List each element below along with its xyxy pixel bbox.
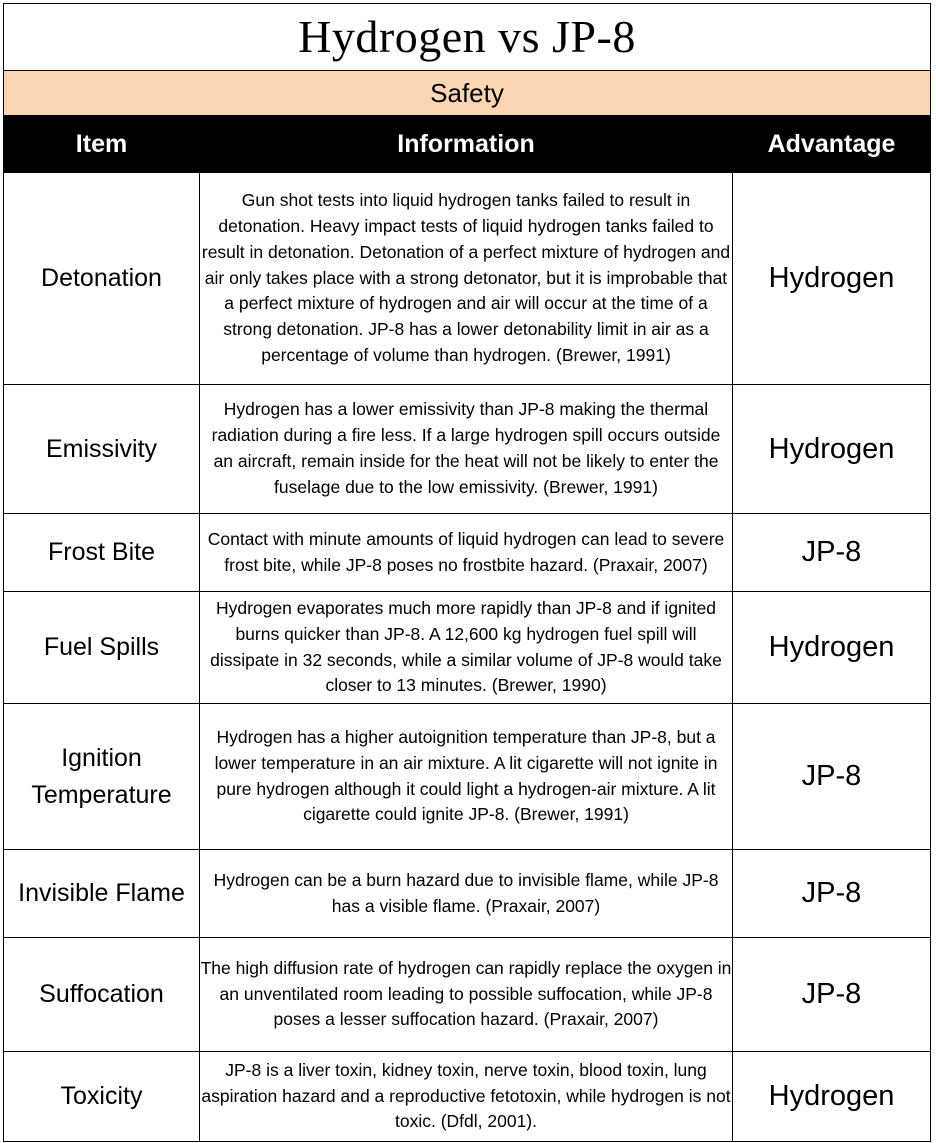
column-header-information: Information (200, 116, 733, 173)
row-information: Contact with minute amounts of liquid hydrogen can lead to severe frost bite, while JP-8 poses no frostbite hazard. (Praxair, 2007) (200, 514, 733, 592)
row-advantage: JP-8 (733, 704, 931, 850)
table-row (4, 938, 931, 1052)
row-item: Emissivity (4, 385, 200, 514)
row-item: Invisible Flame (4, 850, 200, 938)
row-advantage: JP-8 (733, 938, 931, 1052)
row-advantage: Hydrogen (733, 173, 931, 385)
row-advantage: Hydrogen (733, 385, 931, 514)
row-information: JP-8 is a liver toxin, kidney toxin, nerve toxin, blood toxin, lung aspiration hazard and a reproductive fetotoxin, while hydrogen is not toxic. (Dfdl, 2001). (200, 1052, 733, 1142)
row-information: Hydrogen has a lower emissivity than JP-8 making the thermal radiation during a fire less. If a large hydrogen spill occurs outside an aircraft, remain inside for the heat will not be likely to enter the fuselage due to the low emissivity. (Brewer, 1991) (200, 385, 733, 514)
row-advantage: Hydrogen (733, 1052, 931, 1142)
row-advantage: JP-8 (733, 514, 931, 592)
row-item: Fuel Spills (4, 592, 200, 704)
section-row (4, 71, 931, 116)
row-item: Frost Bite (4, 514, 200, 592)
table-row (4, 173, 931, 385)
row-item: Toxicity (4, 1052, 200, 1142)
column-header-item: Item (4, 116, 200, 173)
table-row (4, 850, 931, 938)
page-title: Hydrogen vs JP-8 (4, 4, 931, 71)
row-information: Hydrogen can be a burn hazard due to invisible flame, while JP-8 has a visible flame. (Praxair, 2007) (200, 850, 733, 938)
row-information: The high diffusion rate of hydrogen can rapidly replace the oxygen in an unventilated room leading to possible suffocation, while JP-8 poses a lesser suffocation hazard. (Praxair, 2007) (200, 938, 733, 1052)
row-advantage: Hydrogen (733, 592, 931, 704)
comparison-table (3, 3, 931, 1142)
row-information: Hydrogen evaporates much more rapidly than JP-8 and if ignited burns quicker than JP-8. A 12,600 kg hydrogen fuel spill will dissipate in 32 seconds, while a similar volume of JP-8 would take closer to 13 minutes. (Brewer, 1990) (200, 592, 733, 704)
row-advantage: JP-8 (733, 850, 931, 938)
row-item: Detonation (4, 173, 200, 385)
table-row (4, 514, 931, 592)
title-row (4, 4, 931, 71)
table-row (4, 704, 931, 850)
row-item: Suffocation (4, 938, 200, 1052)
row-item: Ignition Temperature (4, 704, 200, 850)
row-information: Gun shot tests into liquid hydrogen tanks failed to result in detonation. Heavy impact tests of liquid hydrogen tanks failed to result in detonation. Detonation of a perfect mixture of hydrogen and air only takes place with a strong detonator, but it is improbable that a perfect mixture of hydrogen and air will occur at the time of a strong detonation. JP-8 has a lower detonability limit in air as a percentage of volume than hydrogen. (Brewer, 1991) (200, 173, 733, 385)
table-row (4, 592, 931, 704)
table-row (4, 385, 931, 514)
section-label: Safety (4, 71, 931, 116)
column-header-advantage: Advantage (733, 116, 931, 173)
row-information: Hydrogen has a higher autoignition temperature than JP-8, but a lower temperature in an air mixture. A lit cigarette will not ignite in pure hydrogen although it could light a hydrogen-air mixture. A lit cigarette could ignite JP-8. (Brewer, 1991) (200, 704, 733, 850)
header-row (4, 116, 931, 173)
table-row (4, 1052, 931, 1142)
